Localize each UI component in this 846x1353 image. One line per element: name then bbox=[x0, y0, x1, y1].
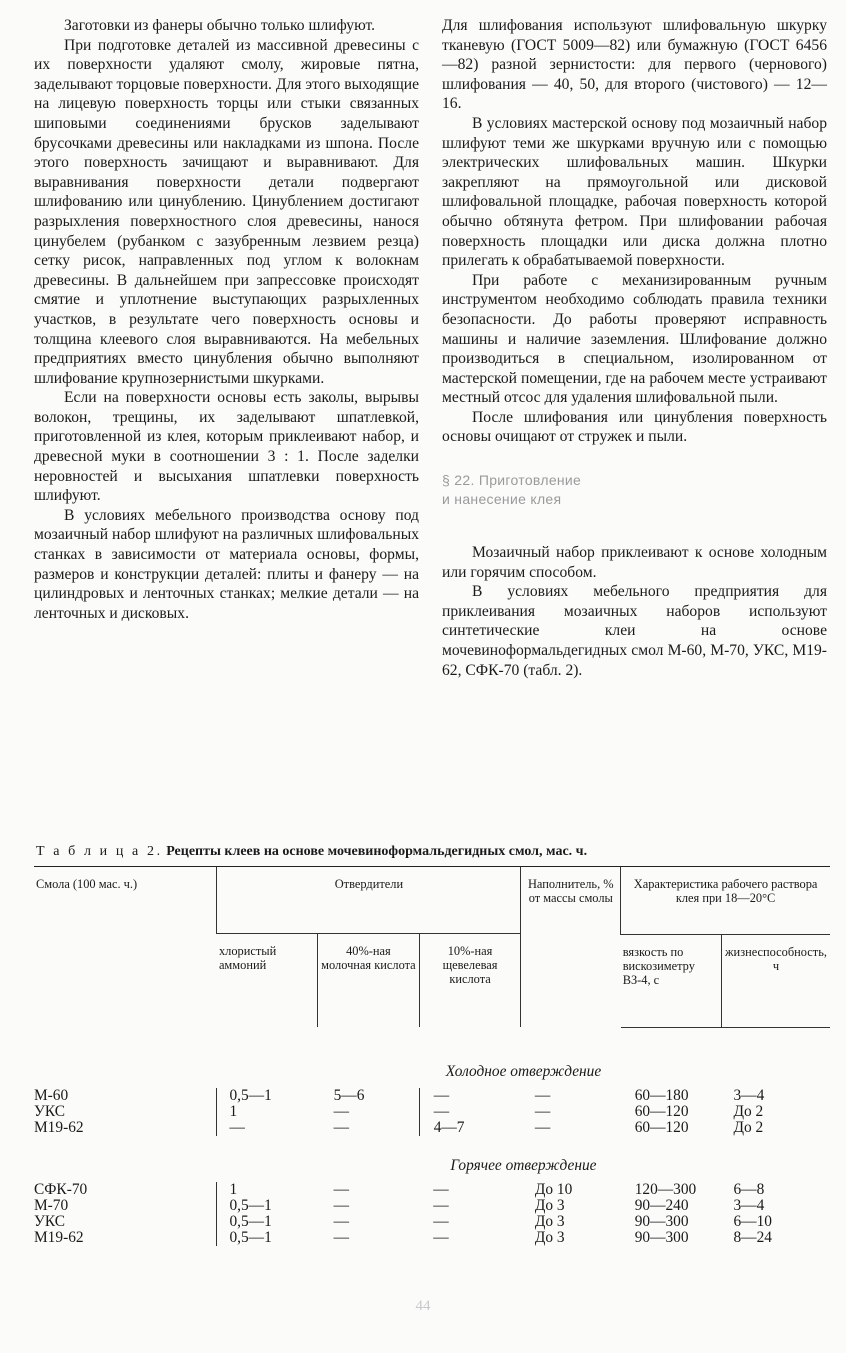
cell-lactic: — bbox=[333, 1102, 349, 1120]
cell-pot-life: 3—4 bbox=[733, 1196, 765, 1214]
paragraph: В условиях мебельного предприятия для приклеивания мозаичных наборов используют синтетические клеи на основе мочевиноформальдегидных смол М-60, М-70, УКС, М19-62, СФК-70 (табл. 2). bbox=[442, 583, 827, 679]
cell-oxalic: — bbox=[433, 1180, 449, 1198]
table-row bbox=[34, 1120, 830, 1136]
cell-resin: М19-62 bbox=[34, 1228, 84, 1246]
cell-pot-life: До 2 bbox=[733, 1118, 764, 1136]
header-lactic-acid: 40%-ная молочная кислота bbox=[318, 934, 420, 1028]
header-oxalic-acid: 10%-ная щевелевая кислота bbox=[419, 934, 521, 1028]
cell-resin: М19-62 bbox=[34, 1118, 84, 1136]
group-title-hot: Горячее отверждение bbox=[450, 1156, 597, 1174]
paragraph: В условиях мастерской основу под мозаичный набор шлифуют теми же шкурками вручную или с помощью электрических шлифовальных машин. Шкурки закрепляют на прямоугольной или дисковой шлифовальной площадке, рабочая поверхность которой обычно обтянута фетром. При шлифовании рабочая поверхность площадки или диска должна плотно прилегать к обрабатываемой поверхности. bbox=[442, 114, 827, 270]
paragraph: После шлифования или цинубления поверхность основы очищают от стружек и пыли. bbox=[442, 408, 827, 446]
cell-ammonium: 0,5—1 bbox=[217, 1088, 318, 1104]
section-number: § 22. bbox=[442, 472, 475, 489]
cell-viscosity: 120—300 bbox=[634, 1180, 697, 1198]
cell-resin: УКС bbox=[34, 1102, 66, 1120]
cell-filler: — bbox=[534, 1102, 551, 1120]
cell-viscosity: 90—300 bbox=[634, 1228, 689, 1246]
cell-viscosity: 90—300 bbox=[634, 1212, 689, 1230]
table-caption bbox=[36, 843, 826, 861]
table-row bbox=[34, 1198, 830, 1214]
cell-pot-life: 3—4 bbox=[733, 1086, 765, 1104]
cell-ammonium: 1 bbox=[217, 1104, 318, 1120]
cell-oxalic: — bbox=[419, 1088, 521, 1104]
cell-filler: — bbox=[534, 1086, 551, 1104]
paragraph: Заготовки из фанеры обычно только шлифуют. bbox=[64, 17, 376, 34]
cell-pot-life: До 2 bbox=[733, 1102, 764, 1120]
recipe-table bbox=[34, 866, 830, 1246]
cell-oxalic: — bbox=[433, 1228, 449, 1246]
cell-lactic: — bbox=[333, 1118, 349, 1136]
cell-oxalic: — bbox=[433, 1196, 449, 1214]
cell-resin: УКС bbox=[34, 1212, 66, 1230]
cell-ammonium: 0,5—1 bbox=[217, 1214, 318, 1230]
cell-filler: — bbox=[534, 1118, 551, 1136]
section-title-line2: и нанесение клея bbox=[442, 491, 562, 508]
cell-lactic: — bbox=[333, 1212, 349, 1230]
left-text-column bbox=[34, 16, 419, 623]
paragraph: При работе с механизированным ручным инструментом необходимо соблюдать правила техники безопасности. До работы проверяют исправность машины и наличие заземления. Шлифование должно производиться в специальном, изолированном от мастерской помещении, где на рабочем месте устраивают местный отсос для удаления шлифовальной пыли. bbox=[442, 271, 827, 407]
cell-resin: М-60 bbox=[34, 1086, 69, 1104]
cell-ammonium: 0,5—1 bbox=[217, 1230, 318, 1246]
right-text-column bbox=[442, 16, 827, 680]
section-heading bbox=[442, 471, 827, 509]
section-title-line1: Приготовление bbox=[478, 472, 582, 489]
cell-viscosity: 60—120 bbox=[634, 1118, 689, 1136]
cell-lactic: 5—6 bbox=[333, 1086, 365, 1104]
cell-viscosity: 90—240 bbox=[634, 1196, 689, 1214]
header-hardeners: Отвердители bbox=[217, 867, 521, 934]
table-row bbox=[34, 1088, 830, 1104]
cell-viscosity: 60—180 bbox=[634, 1086, 689, 1104]
cell-oxalic: — bbox=[419, 1104, 521, 1120]
header-characteristics: Характеристика рабочего раствора клея при 18—20°С bbox=[621, 867, 830, 934]
table-row bbox=[34, 1230, 830, 1246]
cell-lactic: — bbox=[333, 1180, 349, 1198]
header-viscosity: вязкость по вискозиметру ВЗ-4, с bbox=[621, 934, 722, 1027]
cell-filler: До 3 bbox=[534, 1228, 565, 1246]
table-row bbox=[34, 1182, 830, 1198]
header-pot-life: жизнеспособность, ч bbox=[721, 934, 830, 1027]
paragraph: Если на поверхности основы есть заколы, вырывы волокон, трещины, их заделывают шпатлевкой, приготовленной из клея, которым приклеивают набор, и древесной муки в соотношении 3 : 1. После заделки неровностей и высыхания шпатлевки поверхность шлифуют. bbox=[34, 389, 419, 505]
page-number: 44 bbox=[415, 1298, 431, 1314]
cell-resin: М-70 bbox=[34, 1196, 69, 1214]
cell-ammonium: 0,5—1 bbox=[217, 1198, 318, 1214]
paragraph: В условиях мебельного производства основу под мозаичный набор шлифуют на различных шлифовальных станках в зависимости от материала основы, формы, размеров и конструкции деталей: плиты и фанеру — на цилиндровых и ленточных станках; мелкие детали — на ленточных и дисковых. bbox=[34, 506, 419, 622]
cell-oxalic: — bbox=[433, 1212, 449, 1230]
cell-lactic: — bbox=[333, 1228, 349, 1246]
cell-filler: До 10 bbox=[534, 1180, 573, 1198]
table-caption-label: Т а б л и ц а 2. bbox=[36, 844, 163, 859]
cell-oxalic: 4—7 bbox=[419, 1120, 521, 1136]
cell-viscosity: 60—120 bbox=[634, 1102, 689, 1120]
cell-pot-life: 6—10 bbox=[733, 1212, 772, 1230]
cell-lactic: — bbox=[333, 1196, 349, 1214]
cell-ammonium: 1 bbox=[217, 1182, 318, 1198]
cell-filler: До 3 bbox=[534, 1212, 565, 1230]
table-row bbox=[34, 1214, 830, 1230]
paragraph: Мозаичный набор приклеивают к основе холодным или горячим способом. bbox=[442, 544, 827, 581]
group-title-cold: Холодное отверждение bbox=[445, 1062, 602, 1080]
cell-filler: До 3 bbox=[534, 1196, 565, 1214]
cell-pot-life: 6—8 bbox=[733, 1180, 765, 1198]
header-resin: Смола (100 мас. ч.) bbox=[34, 867, 217, 1028]
cell-ammonium: — bbox=[217, 1120, 318, 1136]
header-ammonium-chloride: хлористый аммоний bbox=[217, 934, 318, 1028]
cell-pot-life: 8—24 bbox=[733, 1228, 772, 1246]
table-row bbox=[34, 1104, 830, 1120]
paragraph: Для шлифования используют шлифовальную шкурку тканевую (ГОСТ 5009—82) или бумажную (ГОСТ 6456—82) разной зернистости: для первого (чернового) шлифования — 40, 50, для второго (чистового) — 12—16. bbox=[442, 17, 827, 113]
table-caption-title: Рецепты клеев на основе мочевиноформальдегидных смол, мас. ч. bbox=[166, 844, 588, 859]
cell-resin: СФК-70 bbox=[34, 1180, 88, 1198]
paragraph: При подготовке деталей из массивной древесины с их поверхности удаляют смолу, жировые пятна, заделывают торцовые поверхности. Для этого выходящие на лицевую поверхность торцы или стыки связанных шиповыми соединениями брусков заделывают брусочками древесины или накладками из шпона. После этого поверхность зачищают и выравнивают. Для выравнивания поверхности детали подвергают шлифованию или цинублению. Цинублением достигают разрыхления поверхностного слоя древесины, нанося цинубелем (рубанком с зазубренным лезвием резца) сетку рисок, направленных под углом к волокнам древесины. В дальнейшем при запрессовке происходят смятие и уплотнение выступающих разрыхленных участков, в результате чего поверхность основы и толщина клеевого слоя выравниваются. На мебельных предприятиях вместо цинубления обычно выполняют шлифование крупнозернистыми шкурками. bbox=[34, 36, 419, 387]
header-filler: Наполнитель, % от массы смолы bbox=[521, 867, 621, 1028]
